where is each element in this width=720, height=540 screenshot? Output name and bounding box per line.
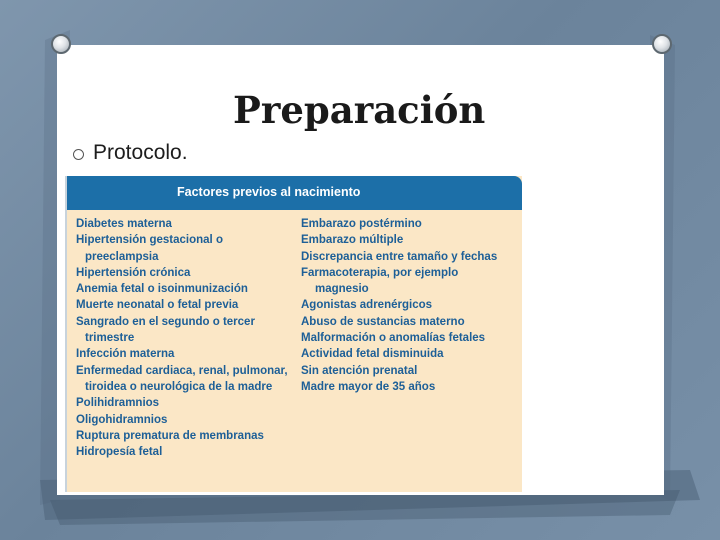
list-item: Hidropesía fetal	[76, 446, 163, 459]
right-column	[301, 216, 516, 395]
list-item: Ruptura prematura de membranas	[76, 429, 264, 442]
list-item: Anemia fetal o isoinmunización	[76, 283, 248, 296]
risk-factors-table	[65, 176, 522, 492]
list-item: Enfermedad cardiaca, renal, pulmonar,	[76, 364, 288, 377]
list-item: Polihidramnios	[76, 397, 160, 410]
pushpin-icon	[51, 34, 71, 54]
list-item: Agonistas adrenérgicos	[301, 299, 433, 312]
list-item: Hipertensión gestacional o	[76, 234, 223, 247]
bullet-text: Protocolo.	[93, 141, 188, 164]
list-item: Oligohidramnios	[76, 413, 168, 426]
slide-title: Preparación	[233, 88, 486, 132]
list-item: Sangrado en el segundo o tercer	[76, 315, 255, 328]
table-header	[67, 176, 522, 210]
list-item: preeclampsia	[85, 250, 159, 263]
list-item: Sin atención prenatal	[301, 364, 418, 377]
list-item: Hipertensión crónica	[76, 266, 191, 279]
list-item: Farmacoterapia, por ejemplo	[301, 266, 459, 279]
list-item: Infección materna	[76, 348, 175, 361]
list-item: tiroidea o neurológica de la madre	[85, 380, 273, 393]
list-item: trimestre	[85, 332, 135, 345]
list-item: Discrepancia entre tamaño y fechas	[301, 250, 498, 263]
list-item: Embarazo postérmino	[301, 218, 422, 230]
list-item: Muerte neonatal o fetal previa	[76, 299, 239, 312]
list-item: Embarazo múltiple	[301, 234, 404, 247]
table-header-title: Factores previos al nacimiento	[177, 185, 361, 199]
list-item: magnesio	[315, 283, 369, 296]
list-item: Actividad fetal disminuida	[301, 348, 444, 361]
left-column	[76, 216, 296, 460]
list-item: Malformación o anomalías fetales	[301, 332, 486, 345]
bullet-circle-icon	[73, 149, 84, 160]
list-item: Madre mayor de 35 años	[301, 380, 436, 393]
list-item: Abuso de sustancias materno	[301, 315, 465, 328]
list-item: Diabetes materna	[76, 218, 172, 230]
pushpin-icon	[652, 34, 672, 54]
bullet-item	[73, 141, 188, 165]
